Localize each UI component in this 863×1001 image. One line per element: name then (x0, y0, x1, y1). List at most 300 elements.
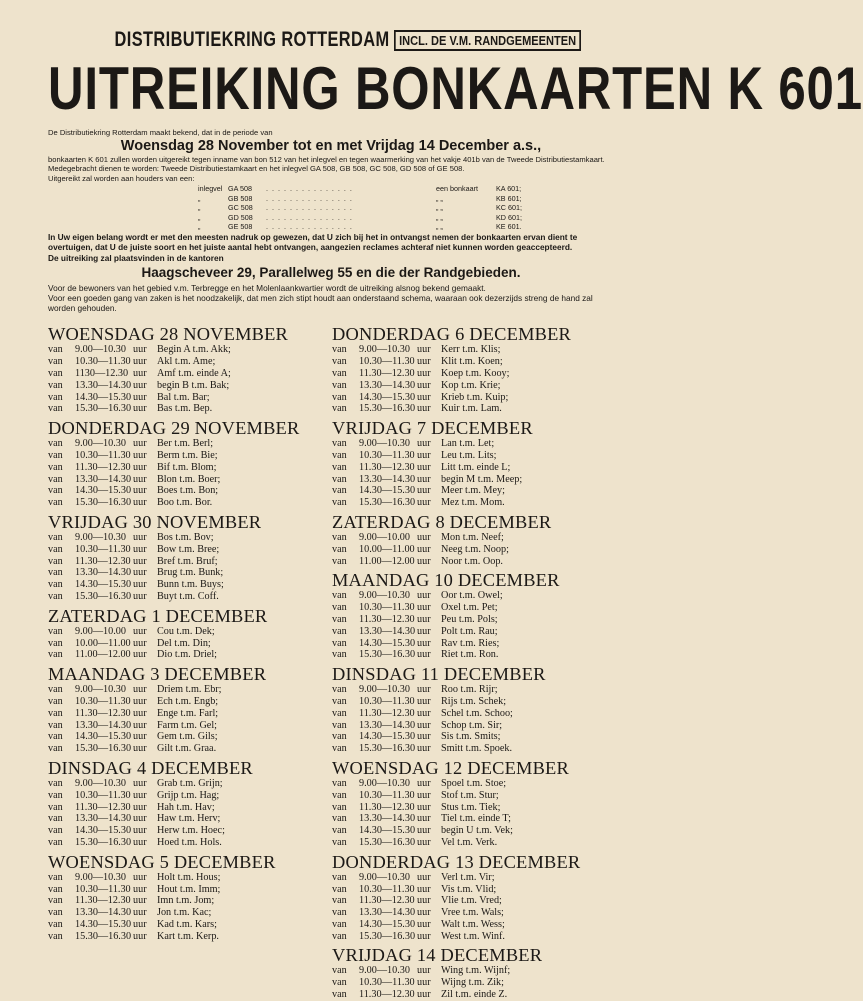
time-slot-row (332, 556, 614, 568)
slot-van: van (48, 813, 63, 825)
slot-time: 11.30—12.30 (75, 461, 131, 473)
card-list-row (198, 222, 614, 231)
slot-uur: uur (133, 485, 147, 497)
slot-van: van (48, 625, 63, 637)
slot-time: 14.30—15.30 (75, 391, 132, 403)
slot-time: 11.30—12.30 (359, 989, 415, 1001)
intro-p1: De Distributiekring Rotterdam maakt bekend, dat in de periode van (48, 128, 273, 137)
intro-p6: De uitreiking zal plaatsvinden in de kantoren (48, 253, 224, 264)
slot-uur: uur (133, 473, 147, 485)
slot-van: van (48, 637, 63, 649)
slot-time: 9.00—10.30 (359, 965, 410, 977)
slot-time: 13.30—14.30 (359, 719, 416, 731)
card-list-f: KB 601; (496, 193, 522, 203)
slot-van: van (48, 895, 63, 907)
slot-time: 14.30—15.30 (359, 918, 416, 930)
card-list-dots: . . . . . . . . . . . . . . . (266, 212, 353, 222)
slot-names: Oxel t.m. Pet; (441, 602, 498, 614)
slot-uur: uur (417, 895, 431, 907)
slot-van: van (48, 907, 63, 919)
slot-time: 14.30—15.30 (75, 918, 132, 930)
slot-uur: uur (133, 836, 147, 848)
slot-names: Oor t.m. Owel; (441, 590, 503, 602)
time-slot-row (332, 813, 614, 825)
slot-time: 11.00—12.00 (359, 555, 415, 567)
slot-uur: uur (133, 449, 147, 461)
slot-uur: uur (133, 731, 147, 743)
slot-names: Rav t.m. Ries; (441, 637, 500, 649)
slot-time: 14.30—15.30 (359, 637, 416, 649)
time-slot-row (332, 497, 614, 509)
slot-names: Holt t.m. Hous; (157, 871, 221, 883)
slot-uur: uur (133, 356, 147, 368)
time-slot-row (332, 708, 614, 720)
slot-van: van (332, 555, 347, 567)
office-locations: Haagscheveer 29, Parallelweg 55 en die der Randgebieden. (141, 265, 521, 281)
header-box: INCL. DE V.M. RANDGEMEENTEN (394, 30, 581, 51)
slot-van: van (48, 579, 63, 591)
card-list-a: „ (198, 212, 201, 222)
slot-time: 10.30—11.30 (359, 602, 415, 614)
slot-uur: uur (417, 555, 431, 567)
slot-time: 9.00—10.30 (75, 438, 126, 450)
slot-time: 15.30—16.30 (359, 403, 416, 415)
card-list-f: KD 601; (496, 212, 522, 222)
slot-uur: uur (417, 613, 431, 625)
slot-van: van (48, 825, 63, 837)
slot-van: van (48, 567, 63, 579)
slot-uur: uur (133, 684, 147, 696)
slot-time: 15.30—16.30 (75, 930, 132, 942)
slot-van: van (332, 977, 347, 989)
slot-names: Blon t.m. Boer; (157, 473, 221, 485)
slot-van: van (48, 930, 63, 942)
time-slot-row (332, 649, 614, 661)
slot-time: 11.30—12.30 (75, 555, 131, 567)
time-slot-row (332, 462, 614, 474)
time-slot-row (332, 778, 614, 790)
slot-names: Farm t.m. Gel; (157, 719, 217, 731)
slot-uur: uur (417, 918, 431, 930)
card-list-dots: . . . . . . . . . . . . . . . (266, 193, 353, 203)
day-heading: ZATERDAG 8 DECEMBER (332, 511, 552, 532)
slot-uur: uur (417, 485, 431, 497)
slot-time: 10.30—11.30 (359, 789, 415, 801)
time-slot-row (48, 474, 330, 486)
slot-uur: uur (133, 649, 147, 661)
slot-names: Brug t.m. Bunk; (157, 567, 224, 579)
day-heading: WOENSDAG 28 NOVEMBER (48, 324, 289, 345)
slot-van: van (332, 473, 347, 485)
time-slot-row (332, 977, 614, 989)
slot-uur: uur (133, 801, 147, 813)
slot-names: Wijng t.m. Zik; (441, 977, 504, 989)
slot-time: 9.00—10.30 (359, 438, 410, 450)
time-slot-row (332, 837, 614, 849)
slot-uur: uur (133, 918, 147, 930)
card-list (198, 184, 614, 231)
slot-uur: uur (133, 883, 147, 895)
slot-van: van (332, 883, 347, 895)
schedule-right-column (332, 321, 614, 1000)
slot-time: 14.30—15.30 (359, 391, 416, 403)
slot-time: 15.30—16.30 (359, 743, 416, 755)
slot-names: Del t.m. Din; (157, 637, 211, 649)
card-list-e: een bonkaart (436, 184, 478, 194)
slot-uur: uur (133, 391, 147, 403)
slot-names: Bref t.m. Bruf; (157, 555, 218, 567)
slot-time: 13.30—14.30 (359, 625, 416, 637)
slot-names: Hout t.m. Imm; (157, 883, 221, 895)
time-slot-row (48, 895, 330, 907)
slot-names: Bos t.m. Bov; (157, 531, 214, 543)
slot-time: 11.30—12.30 (75, 895, 131, 907)
time-slot-row (48, 591, 330, 603)
slot-uur: uur (417, 707, 431, 719)
slot-van: van (332, 695, 347, 707)
slot-names: Krieb t.m. Kuip; (441, 391, 509, 403)
time-slot-row (332, 696, 614, 708)
time-slot-row (332, 872, 614, 884)
card-list-e: „ „ (436, 203, 443, 213)
card-list-e: „ „ (436, 193, 443, 203)
slot-names: Schop t.m. Sir; (441, 719, 503, 731)
slot-time: 10.30—11.30 (359, 356, 415, 368)
intro-warning: In Uw eigen belang wordt er met den meesten nadruk op gewezen, dat U zich bij het in ontvangst nemen der bonkaarten ervan dient te overtuigen, dat U de juiste soort en het juiste aantal hebt ontvangen, aangezien reclames achteraf niet kunnen worden geaccepteerd. (48, 232, 578, 253)
slot-uur: uur (417, 684, 431, 696)
slot-time: 10.30—11.30 (359, 695, 415, 707)
slot-names: Litt t.m. einde L; (441, 461, 511, 473)
slot-van: van (332, 731, 347, 743)
slot-time: 11.30—12.30 (359, 895, 415, 907)
slot-time: 10.30—11.30 (75, 356, 131, 368)
slot-time: 15.30—16.30 (75, 836, 132, 848)
day-heading: DONDERDAG 29 NOVEMBER (48, 418, 300, 439)
slot-names: Peu t.m. Pols; (441, 613, 498, 625)
time-slot-row (332, 907, 614, 919)
slot-time: 13.30—14.30 (75, 567, 132, 579)
slot-time: 13.30—14.30 (359, 473, 416, 485)
slot-time: 15.30—16.30 (75, 743, 132, 755)
card-list-dots: . . . . . . . . . . . . . . . (266, 184, 353, 194)
slot-uur: uur (417, 368, 431, 379)
slot-names: Begin A t.m. Akk; (157, 344, 231, 356)
slot-uur: uur (133, 777, 147, 789)
time-slot-row (48, 731, 330, 743)
slot-names: Vis t.m. Vlid; (441, 883, 497, 895)
slot-van: van (48, 391, 63, 403)
slot-uur: uur (417, 649, 431, 661)
time-slot-row (48, 825, 330, 837)
slot-time: 14.30—15.30 (75, 485, 132, 497)
slot-uur: uur (133, 813, 147, 825)
slot-van: van (332, 613, 347, 625)
slot-time: 10.30—11.30 (75, 449, 131, 461)
card-list-row (198, 184, 614, 193)
time-slot-row (48, 790, 330, 802)
time-slot-row (48, 368, 330, 380)
slot-uur: uur (417, 543, 431, 555)
slot-names: Kart t.m. Kerp. (157, 930, 219, 942)
slot-names: Ber t.m. Berl; (157, 438, 214, 450)
slot-van: van (332, 719, 347, 731)
slot-uur: uur (133, 930, 147, 942)
slot-names: Tiel t.m. einde T; (441, 813, 511, 825)
time-slot-row (48, 579, 330, 591)
slot-van: van (48, 649, 63, 661)
slot-names: Driem t.m. Ebr; (157, 684, 222, 696)
slot-time: 13.30—14.30 (75, 907, 132, 919)
slot-names: Stof t.m. Stur; (441, 789, 499, 801)
time-slot-row (332, 544, 614, 556)
card-list-row (198, 213, 614, 222)
slot-time: 13.30—14.30 (75, 473, 132, 485)
slot-uur: uur (417, 871, 431, 883)
card-list-e: „ „ (436, 212, 443, 222)
slot-names: Kad t.m. Kars; (157, 918, 217, 930)
slot-uur: uur (417, 602, 431, 614)
slot-uur: uur (417, 836, 431, 848)
time-slot-row (48, 837, 330, 849)
time-slot-row (332, 344, 614, 356)
slot-time: 11.30—12.30 (359, 461, 415, 473)
time-slot-row (332, 392, 614, 404)
card-list-a: inlegvel (198, 184, 223, 194)
slot-uur: uur (417, 977, 431, 989)
slot-van: van (332, 743, 347, 755)
slot-uur: uur (133, 590, 147, 602)
slot-van: van (332, 637, 347, 649)
slot-time: 14.30—15.30 (359, 485, 416, 497)
slot-time: 10.00—11.00 (359, 543, 415, 555)
time-slot-row (48, 813, 330, 825)
slot-uur: uur (133, 461, 147, 473)
time-slot-row (48, 344, 330, 356)
day-heading: VRIJDAG 14 DECEMBER (332, 945, 543, 966)
time-slot-row (48, 532, 330, 544)
slot-van: van (332, 930, 347, 942)
day-heading: VRIJDAG 7 DECEMBER (332, 418, 533, 439)
time-slot-row (332, 919, 614, 931)
schedule (48, 321, 614, 1000)
slot-uur: uur (417, 473, 431, 485)
time-slot-row (48, 462, 330, 474)
slot-time: 13.30—14.30 (359, 379, 416, 391)
slot-names: Kuir t.m. Lam. (441, 403, 502, 415)
slot-uur: uur (133, 379, 147, 391)
card-list-row (198, 194, 614, 203)
time-slot-row (48, 567, 330, 579)
slot-van: van (48, 497, 63, 509)
slot-time: 13.30—14.30 (75, 719, 132, 731)
slot-time: 9.00—10.00 (359, 531, 410, 543)
slot-names: Gem t.m. Gils; (157, 731, 218, 743)
time-slot-row (48, 544, 330, 556)
slot-time: 10.30—11.30 (75, 789, 131, 801)
slot-uur: uur (417, 719, 431, 731)
slot-time: 11.30—12.30 (359, 707, 415, 719)
slot-uur: uur (133, 871, 147, 883)
slot-van: van (48, 883, 63, 895)
slot-names: Schel t.m. Schoo; (441, 707, 513, 719)
time-slot-row (48, 638, 330, 650)
slot-names: Leu t.m. Lits; (441, 449, 497, 461)
card-list-f: KE 601. (496, 222, 522, 231)
slot-names: Roo t.m. Rijr; (441, 684, 498, 696)
slot-van: van (332, 379, 347, 391)
slot-time: 9.00—10.30 (359, 777, 410, 789)
slot-names: Wing t.m. Wijnf; (441, 965, 511, 977)
slot-names: Dio t.m. Driel; (157, 649, 217, 661)
time-slot-row (332, 720, 614, 732)
slot-time: 15.30—16.30 (75, 590, 132, 602)
slot-names: Bow t.m. Bree; (157, 543, 220, 555)
slot-names: Buyt t.m. Coff. (157, 590, 219, 602)
slot-names: Polt t.m. Rau; (441, 625, 498, 637)
slot-names: Boo t.m. Bor. (157, 497, 213, 509)
time-slot-row (48, 438, 330, 450)
slot-names: Grijp t.m. Hag; (157, 789, 220, 801)
slot-uur: uur (133, 895, 147, 907)
slot-names: Spoel t.m. Stoe; (441, 777, 507, 789)
time-slot-row (48, 626, 330, 638)
card-list-b: GE 508 (228, 222, 253, 231)
slot-time: 9.00—10.30 (75, 777, 126, 789)
slot-time: 9.00—10.30 (75, 871, 126, 883)
slot-time: 13.30—14.30 (75, 813, 132, 825)
card-list-b: GB 508 (228, 193, 253, 203)
time-slot-row (332, 485, 614, 497)
poster-title: UITREIKING BONKAARTEN K 601 (48, 55, 863, 122)
slot-van: van (332, 789, 347, 801)
card-list-f: KA 601; (496, 184, 522, 194)
slot-van: van (332, 602, 347, 614)
slot-names: Akl t.m. Ame; (157, 356, 216, 368)
time-slot-row (48, 684, 330, 696)
time-slot-row (48, 720, 330, 732)
time-slot-row (332, 743, 614, 755)
slot-van: van (332, 356, 347, 368)
slot-names: Noor t.m. Oop. (441, 555, 503, 567)
slot-names: Mez t.m. Mom. (441, 497, 505, 509)
slot-time: 14.30—15.30 (75, 731, 132, 743)
slot-names: Sis t.m. Smits; (441, 731, 501, 743)
slot-uur: uur (133, 403, 147, 415)
slot-names: begin B t.m. Bak; (157, 379, 230, 391)
slot-names: Imn t.m. Jom; (157, 895, 215, 907)
time-slot-row (48, 743, 330, 755)
slot-van: van (48, 555, 63, 567)
slot-uur: uur (133, 579, 147, 591)
slot-van: van (332, 344, 347, 356)
slot-uur: uur (417, 403, 431, 415)
time-slot-row (332, 602, 614, 614)
day-heading: MAANDAG 3 DECEMBER (48, 664, 267, 685)
time-slot-row (48, 450, 330, 462)
slot-time: 11.30—12.30 (359, 801, 415, 813)
slot-time: 11.30—12.30 (75, 801, 131, 813)
slot-names: Herw t.m. Hoec; (157, 825, 225, 837)
slot-names: Vlie t.m. Vred; (441, 895, 502, 907)
card-list-row (198, 203, 614, 212)
slot-uur: uur (417, 531, 431, 543)
time-slot-row (332, 684, 614, 696)
time-slot-row (332, 380, 614, 392)
slot-uur: uur (133, 543, 147, 555)
slot-van: van (332, 403, 347, 415)
slot-uur: uur (417, 461, 431, 473)
slot-names: Stus t.m. Tiek; (441, 801, 501, 813)
slot-van: van (48, 871, 63, 883)
slot-names: Kop t.m. Krie; (441, 379, 501, 391)
time-slot-row (332, 614, 614, 626)
slot-names: Bas t.m. Bep. (157, 403, 213, 415)
time-slot-row (332, 590, 614, 602)
slot-names: Bal t.m. Bar; (157, 391, 210, 403)
slot-van: van (48, 449, 63, 461)
time-slot-row (48, 708, 330, 720)
slot-uur: uur (417, 930, 431, 942)
time-slot-row (48, 919, 330, 931)
time-slot-row (48, 380, 330, 392)
day-heading: WOENSDAG 12 DECEMBER (332, 757, 569, 778)
slot-van: van (48, 743, 63, 755)
time-slot-row (48, 931, 330, 943)
time-slot-row (48, 392, 330, 404)
slot-van: van (332, 707, 347, 719)
time-slot-row (48, 649, 330, 661)
time-slot-row (332, 356, 614, 368)
slot-names: Hah t.m. Hav; (157, 801, 215, 813)
slot-van: van (332, 836, 347, 848)
slot-time: 14.30—15.30 (75, 579, 132, 591)
day-heading: ZATERDAG 1 DECEMBER (48, 605, 268, 626)
slot-van: van (48, 485, 63, 497)
slot-van: van (48, 684, 63, 696)
slot-time: 9.00—10.30 (359, 590, 410, 602)
time-slot-row (48, 907, 330, 919)
intro-p8: Voor een goeden gang van zaken is het noodzakelijk, dat men zich stipt houdt aan onderstaand schema, waaraan ook dezerzijds streng de hand zal worden gehouden. (48, 293, 593, 314)
slot-names: Ech t.m. Engb; (157, 695, 219, 707)
slot-time: 9.00—10.30 (359, 344, 410, 356)
slot-van: van (332, 825, 347, 837)
slot-names: Boes t.m. Bon; (157, 485, 219, 497)
time-slot-row (48, 556, 330, 568)
slot-uur: uur (417, 789, 431, 801)
slot-names: Jon t.m. Kac; (157, 907, 212, 919)
card-list-b: GA 508 (228, 184, 252, 194)
slot-van: van (48, 531, 63, 543)
slot-uur: uur (133, 707, 147, 719)
slot-van: van (48, 719, 63, 731)
card-list-f: KC 601; (496, 203, 522, 213)
slot-uur: uur (417, 637, 431, 649)
slot-van: van (332, 989, 347, 1001)
intro-p2: bonkaarten K 601 zullen worden uitgereikt tegen inname van bon 512 van het inlegvel en tegen waarmerking van het vakje 401b van de Tweede Distributiestamkaart. (48, 154, 605, 164)
slot-van: van (332, 543, 347, 555)
slot-names: Gilt t.m. Graa. (157, 743, 217, 755)
slot-names: Hoed t.m. Hols. (157, 836, 222, 848)
slot-names: Meer t.m. Mey; (441, 485, 505, 497)
slot-van: van (48, 356, 63, 368)
time-slot-row (332, 450, 614, 462)
slot-van: van (332, 497, 347, 509)
slot-van: van (332, 485, 347, 497)
slot-time: 15.30—16.30 (359, 836, 416, 848)
slot-names: Cou t.m. Dek; (157, 625, 215, 637)
time-slot-row (48, 497, 330, 509)
slot-time: 13.30—14.30 (359, 907, 416, 919)
